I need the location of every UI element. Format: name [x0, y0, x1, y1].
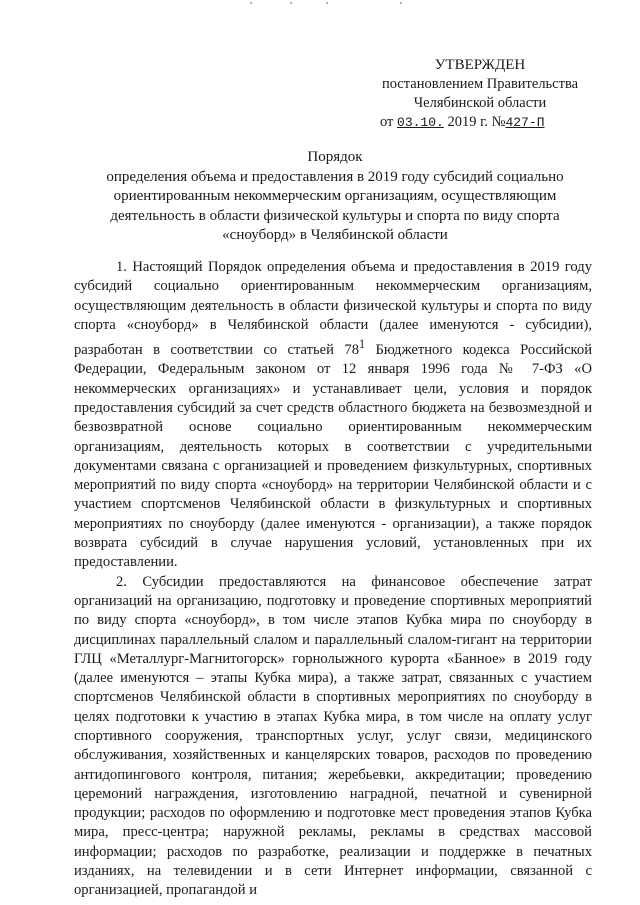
date-value: 03.10.	[397, 115, 444, 130]
paragraph-1: 1. Настоящий Порядок определения объема и предоставления в 2019 году субсидий социально ориентированным некоммерческим организациям, осуществляющим деятельность в области физической культуры и спорта по виду спорта «сноуборд» в Челябинской области (далее именуются - субсидии), разработан в соответствии со статьей $78^1$ Бюджетного кодекса Российской Федерации, Федеральным законом от 12 января 1996 года № 7-ФЗ «О некоммерческих организациях» и устанавливает цели, условия и порядок предоставления субсидий за счет средств областного бюджета на безвозмездной и безвозвратной основе социально ориентированным некоммерческим организациям, деятельность которых в соответствии с учредительными документами связана с организацией и проведением физкультурных, спортивных мероприятий по виду спорта «сноуборд» на территории Челябинской области и с участием спортсменов Челябинской области в физкультурных и спортивных мероприятиях по сноуборду (далее именуются - организации), а также порядок возврата субсидий в случае нарушения условий, установленных при их предоставлении.	[74, 259, 593, 571]
approval-stamp: УТВЕРЖДЕН	[434, 57, 526, 73]
document-number: 427-П	[505, 115, 545, 130]
approval-line-2: Челябинской области	[413, 95, 547, 111]
title-line-3: деятельность в области физической культуры и спорта по виду спорта	[110, 207, 560, 224]
title-word: Порядок	[307, 149, 363, 165]
approval-block	[360, 56, 600, 132]
date-prefix: от	[380, 114, 394, 130]
superscript: 1	[359, 337, 366, 352]
document-body	[74, 258, 592, 901]
document-title	[80, 148, 590, 246]
year-text: 2019 г. №	[447, 114, 506, 130]
title-line-4: «сноуборд» в Челябинской области	[222, 227, 448, 243]
approval-line-1: постановлением Правительства	[381, 76, 579, 92]
title-line-2: ориентированным некоммерческим организациям, осуществляющим	[113, 188, 557, 204]
paragraph-2: 2. Субсидии предоставляются на финансовое обеспечение затрат организаций на организацию, подготовку и проведение спортивных мероприятий по виду спорта «сноуборд», в том числе этапов Кубка мира по сноуборду в дисциплинах параллельный слалом и параллельный слалом-гигант на территории ГЛЦ «Металлург-Магнитогорск» горнолыжного курорта «Банное» в 2019 году (далее именуются – этапы Кубка мира), а также затрат, связанных с участием спортсменов Челябинской области в спортивных мероприятиях по сноуборду в целях подготовки к участию в этапах Кубка мира, в том числе на оплату услуг спортивного сооружения, транспортных услуг, услуг связи, медицинского обслуживания, хозяйственных и канцелярских товаров, расходов по проведению антидопингового контроля, питания; жеребьевки, аккредитации; проведению церемоний награждения, изготовлению наградной, печатной и сувенирной продукции; расходов по оформлению и подготовке мест проведения этапов Кубка мира, пресс-центра; наружной рекламы, рекламы в средствах массовой информации; расходов по разработке, реализации и поддержке в печатных изданиях, на телевидении и в сети Интернет информации, связанной с организацией, пропагандой и	[74, 573, 592, 899]
scan-artifact	[250, 0, 450, 6]
title-line-1: определения объема и предоставления в 2019 году субсидий социально	[106, 168, 564, 185]
approval-date-line	[360, 113, 600, 132]
